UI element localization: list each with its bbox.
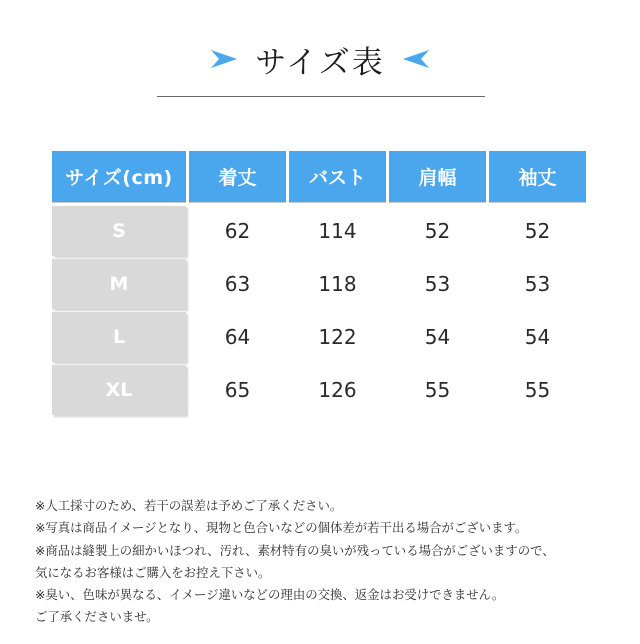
table-cell: 122 (289, 312, 386, 362)
column-header-shoulder: 肩幅 (389, 151, 486, 203)
table-cell: 53 (389, 259, 486, 309)
note-line: ご了承くださいませ。 (35, 609, 159, 625)
table-cell: 55 (389, 365, 486, 415)
column-header-size: サイズ(cm) (52, 151, 186, 203)
column-header-length: 着丈 (189, 151, 286, 203)
title-underline (157, 96, 485, 97)
table-cell: 64 (189, 312, 286, 362)
chevron-left-icon (403, 48, 429, 70)
table-row (52, 206, 586, 256)
table-cell: 54 (489, 312, 586, 362)
table-cell: 63 (189, 259, 286, 309)
table-cell: 62 (189, 206, 286, 256)
table-cell: 114 (289, 206, 386, 256)
note-line: ※人工採寸のため、若干の誤差は予めご了承ください。 (35, 498, 343, 513)
size-label: M (52, 259, 186, 309)
table-cell: 52 (389, 206, 486, 256)
size-label: XL (52, 365, 186, 415)
note-line: 気になるお客様はご購入をお控え下さい。 (35, 564, 271, 580)
note-line: ※写真は商品イメージとなり、現物と色合いなどの個体差が若干出る場合がございます。 (35, 520, 528, 536)
table-row (52, 259, 586, 309)
size-label: S (52, 206, 186, 256)
page-title: サイズ表 (255, 44, 385, 81)
note-line: ※商品は縫製上の細かいほつれ、汚れ、素材特有の臭いが残っている場合がございますので、 (35, 542, 555, 558)
notes-section (35, 495, 625, 629)
table-cell: 52 (489, 206, 586, 256)
table-cell: 118 (289, 259, 386, 309)
table-cell: 126 (289, 365, 386, 415)
column-header-bust: バスト (289, 151, 386, 203)
table-row (52, 365, 586, 415)
size-label: L (52, 312, 186, 362)
chevron-right-icon (211, 48, 237, 70)
table-header-row (52, 151, 586, 203)
column-header-sleeve: 袖丈 (489, 151, 586, 203)
table-row (52, 312, 586, 362)
table-cell: 53 (489, 259, 586, 309)
table-cell: 54 (389, 312, 486, 362)
size-table (49, 148, 589, 418)
note-line: ※臭い、色味が異なる、イメージ違いなどの理由の交換、返金はお受けできません。 (35, 587, 505, 603)
title-bar (0, 34, 640, 84)
table-cell: 55 (489, 365, 586, 415)
table-cell: 65 (189, 365, 286, 415)
